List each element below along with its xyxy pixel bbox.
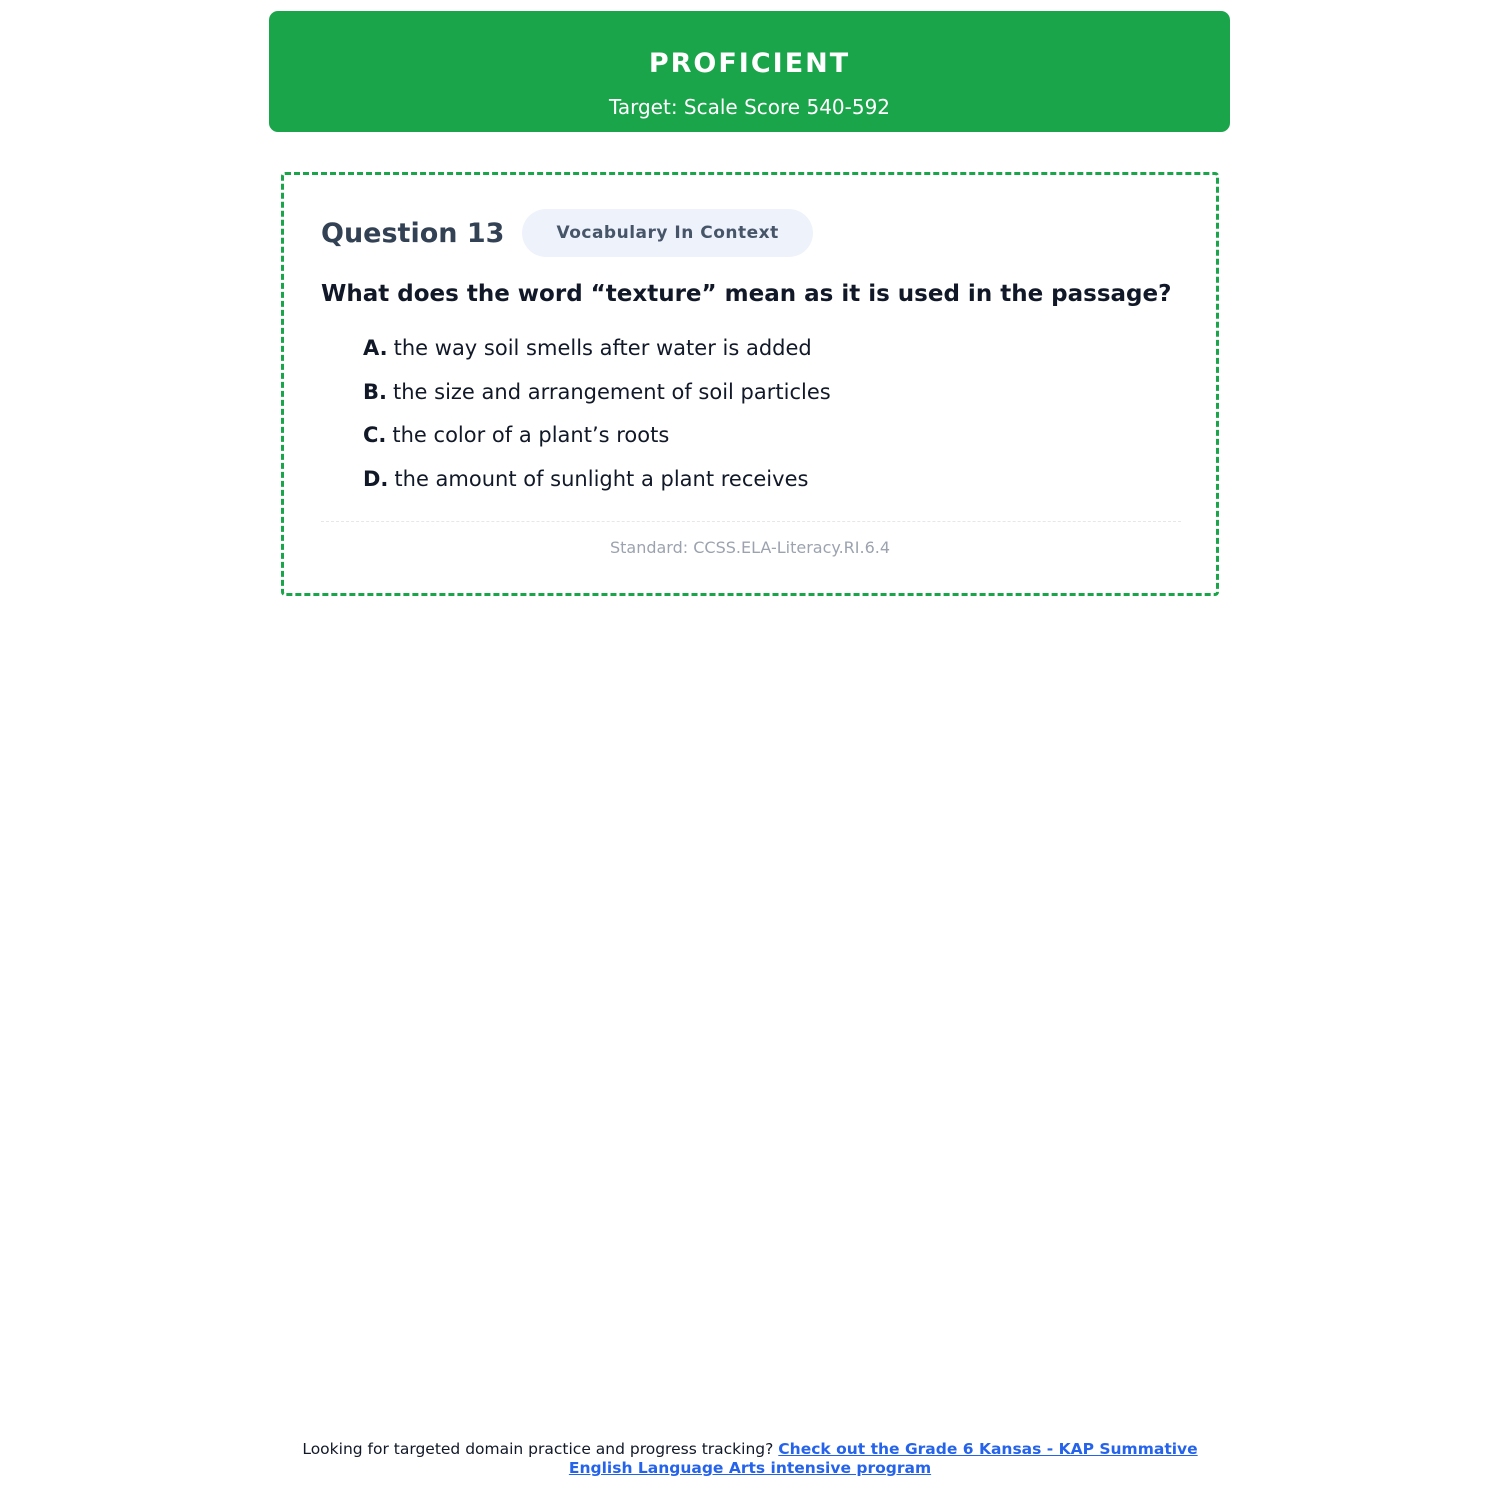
performance-level-banner (269, 11, 1230, 132)
question-header (321, 208, 813, 258)
question-number: Question 13 (321, 217, 505, 249)
answer-choices (363, 327, 831, 501)
question-category-badge: Vocabulary In Context (522, 209, 812, 257)
choice-letter: A. (363, 336, 388, 360)
answer-choice-c[interactable] (363, 414, 831, 458)
performance-level-title: PROFICIENT (648, 48, 851, 79)
choice-text: the size and arrangement of soil particles (392, 379, 831, 404)
choice-text: the way soil smells after water is added (393, 336, 812, 360)
choice-text: the amount of sunlight a plant receives (394, 466, 809, 491)
card-divider (321, 521, 1181, 522)
footer-promo (300, 1440, 1200, 1478)
footer-text: Looking for targeted domain practice and progress tracking? (302, 1440, 779, 1458)
answer-choice-b[interactable] (363, 371, 831, 415)
answer-choice-d[interactable] (363, 458, 831, 502)
standard-reference: Standard: CCSS.ELA-Literacy.RI.6.4 (609, 538, 891, 557)
target-score-range: Target: Scale Score 540-592 (608, 95, 891, 119)
answer-choice-a[interactable] (363, 327, 831, 371)
choice-text: the color of a plant’s roots (392, 423, 670, 447)
question-prompt: What does the word “texture” mean as it is used in the passage? (321, 281, 1172, 307)
question-card (281, 172, 1219, 596)
choice-letter: D. (363, 466, 389, 491)
choice-letter: C. (363, 423, 387, 447)
program-link[interactable]: Check out the Grade 6 Kansas - KAP Summative English Language Arts intensive program (568, 1440, 1198, 1477)
choice-letter: B. (363, 379, 387, 404)
